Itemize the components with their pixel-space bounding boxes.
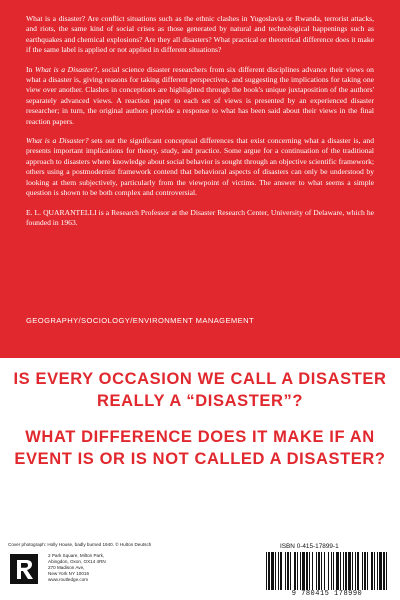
barcode-bar bbox=[275, 552, 276, 590]
routledge-logo-icon bbox=[8, 552, 42, 594]
barcode-bar bbox=[309, 552, 310, 590]
barcode-bar bbox=[290, 552, 291, 590]
address-line: Abingdon, Oxon, OX14 4RN bbox=[48, 559, 106, 564]
barcode-bar bbox=[348, 552, 351, 590]
book-title-italic: What is a Disaster? bbox=[34, 64, 98, 74]
address-line: New York NY 10016 bbox=[48, 571, 90, 576]
barcode-bar bbox=[379, 552, 382, 590]
barcode-bar bbox=[340, 552, 341, 590]
barcode-bar bbox=[383, 552, 385, 590]
barcode-bar bbox=[333, 552, 334, 590]
photo-credit: Cover photograph: Holly House, badly burned 1940. © Hulton Deutsch bbox=[8, 542, 152, 547]
barcode-bar bbox=[266, 552, 267, 590]
book-title-italic: What is a Disaster? bbox=[26, 136, 89, 146]
barcode-bar bbox=[271, 552, 274, 590]
barcode-bar bbox=[386, 552, 387, 590]
blurb-p2-pre: In bbox=[26, 64, 35, 74]
barcode-bar bbox=[280, 552, 282, 590]
isbn-label: ISBN 0-415-17899-1 bbox=[280, 543, 339, 550]
address-line: www.routledge.com bbox=[48, 577, 89, 582]
address-line: 2 Park Square, Milton Park, bbox=[48, 553, 105, 558]
barcode-bar bbox=[312, 552, 313, 590]
barcode-bar bbox=[377, 552, 378, 590]
barcode-bar bbox=[287, 552, 289, 590]
barcode-bar bbox=[316, 552, 317, 590]
address-line: 270 Madison Ave, bbox=[48, 565, 85, 570]
barcode-bar bbox=[294, 552, 296, 590]
question-2: WHAT DIFFERENCE DOES IT MAKE IF AN EVENT IS OR IS NOT CALLED A DISASTER? bbox=[14, 428, 386, 468]
barcode-bar bbox=[343, 552, 344, 590]
barcode-digits: 9 780415 178990 bbox=[291, 590, 363, 598]
barcode-bar bbox=[336, 552, 339, 590]
barcode-bar bbox=[352, 552, 353, 590]
barcode-bar bbox=[306, 552, 308, 590]
blurb-paragraph-3 bbox=[26, 136, 374, 198]
blurb-p3-post: sets out the significant conceptual differences that exist concerning what a disaster is, and presents important implications for theory, study, and practice. Some argue for a continuation of the traditional approach to disasters where knowledge about social behavior is sought through an objective scientific framework; others using a postmodernist framework contend that behavioral aspects of disasters can only be understood by looking at them subjectively, particularly from the viewpoint of victims. The answer to what seems a simple question is shown to be both complex and controversial. bbox=[26, 136, 375, 198]
barcode-bar bbox=[318, 552, 320, 590]
barcode-bar bbox=[285, 552, 286, 590]
barcode-bar bbox=[328, 552, 329, 590]
barcode-bar bbox=[302, 552, 305, 590]
publisher-address bbox=[48, 553, 106, 583]
barcode-bar bbox=[278, 552, 279, 590]
barcode-bar bbox=[297, 552, 298, 590]
barcode-bar bbox=[300, 552, 301, 590]
barcode-bar bbox=[357, 552, 359, 590]
barcode-bar bbox=[345, 552, 347, 590]
question-headlines bbox=[0, 368, 400, 484]
question-1: IS EVERY OCCASION WE CALL A DISASTER REALLY A “DISASTER”? bbox=[13, 370, 387, 410]
barcode-bar bbox=[331, 552, 332, 590]
blurb-paragraph-1: What is a disaster? Are conflict situations such as the ethnic clashes in Yugoslavia or Rwanda, terrorist attacks, and riots, the same kind of social crises as those generated by natural and technological happenings such as earthquakes and chemical explosions? Are they all disasters? What practical or theoretical difference does it make if the same label is applied or not applied in different situations? bbox=[26, 14, 374, 55]
barcode-bar bbox=[362, 552, 363, 590]
barcode-bar bbox=[321, 552, 322, 590]
cover-footer bbox=[0, 540, 400, 600]
barcode-bar bbox=[355, 552, 356, 590]
barcode-bar bbox=[324, 552, 325, 590]
barcode-bar bbox=[367, 552, 368, 590]
blurb-p2-post: , social science disaster researchers from six different disciplines advance their views on what a disaster is, giving reasons for taking different perspectives, and suggesting the implications for taking one view over another. Clashes in conceptions are highlighted through the book's unique juxtaposition of the authors' separately advanced views. A reaction paper to each set of views is presented by an experienced disaster researcher; in turn, the original authors provide a response to what has been said about their views in the final reaction papers. bbox=[26, 64, 374, 126]
barcode-bar bbox=[371, 552, 373, 590]
barcode-icon bbox=[262, 552, 392, 590]
barcode-bar bbox=[268, 552, 270, 590]
subject-categories: GEOGRAPHY/SOCIOLOGY/ENVIRONMENT MANAGEMENT bbox=[26, 316, 255, 325]
barcode-bar bbox=[374, 552, 375, 590]
barcode-bar bbox=[364, 552, 366, 590]
blurb-paragraph-2 bbox=[26, 65, 374, 127]
author-bio: E. L. QUARANTELLI is a Research Professor at the Disaster Research Center, University of Delaware, which he founded in 1963. bbox=[26, 207, 374, 227]
